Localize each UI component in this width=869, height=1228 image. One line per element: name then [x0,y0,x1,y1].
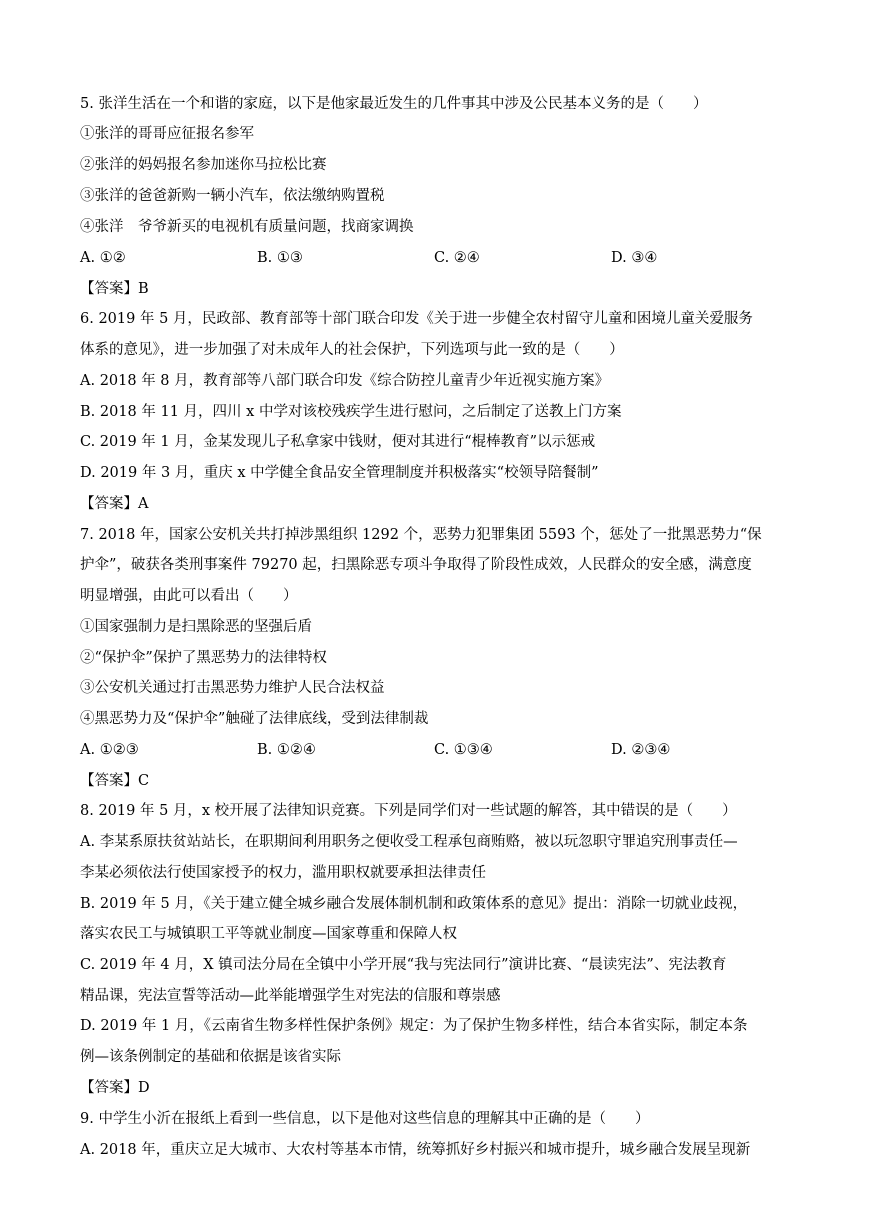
question-8-line-7: D. 2019 年 1 月，《云南省生物多样性保护条例》规定：为了保护生物多样性，结合本省实际，制定本条 [80,1018,748,1034]
question-5-answer: 【答案】B [80,281,149,297]
question-7-stem-line-2: 护伞”，破获各类刑事案件 79270 起，扫黑除恶专项斗争取得了阶段性成效，人民群众的安全感，满意度 [80,557,752,573]
question-6-answer: 【答案】A [80,496,149,512]
question-8-answer: 【答案】D [80,1080,150,1096]
option-d: D. ③④ [611,250,658,266]
question-6-option-d: D. 2019 年 3 月，重庆 x 中学健全食品安全管理制度并积极落实“校领导陪餐制” [80,465,599,481]
question-5-item-3: ③张洋的爸爸新购一辆小汽车，依法缴纳购置税 [80,188,385,204]
question-8-line-5: C. 2019 年 4 月，X 镇司法分局在全镇中小学开展“我与宪法同行”演讲比赛、“晨读宪法”、宪法教育 [80,957,727,973]
option-a: A. ①②③ [80,742,139,758]
question-7-item-3: ③公安机关通过打击黑恶势力维护人民合法权益 [80,680,385,696]
question-7-item-4: ④黑恶势力及“保护伞”触碰了法律底线，受到法律制裁 [80,711,429,727]
option-a: A. ①② [80,250,126,266]
option-b: B. ①③ [257,250,303,266]
option-b: B. ①②④ [257,742,316,758]
question-6-option-a: A. 2018 年 8 月，教育部等八部门联合印发《综合防控儿童青少年近视实施方案》 [80,373,610,389]
question-6-option-b: B. 2018 年 11 月，四川 x 中学对该校残疾学生进行慰问，之后制定了送教上门方案 [80,404,622,420]
question-6-option-c: C. 2019 年 1 月，金某发现儿子私拿家中钱财，便对其进行“棍棒教育”以示惩戒 [80,434,596,450]
option-c: C. ①③④ [434,742,493,758]
question-8-stem: 8. 2019 年 5 月，x 校开展了法律知识竞赛。下列是同学们对一些试题的解答，其中错误的是（ ） [80,803,737,819]
question-8-line-8: 例—该条例制定的基础和依据是该省实际 [80,1049,341,1065]
question-5-item-2: ②张洋的妈妈报名参加迷你马拉松比赛 [80,157,327,173]
question-8-line-1: A. 李某系原扶贫站站长，在职期间利用职务之便收受工程承包商贿赂，被以玩忽职守罪追究刑事责任— [80,834,738,850]
question-8-line-6: 精品课，宪法宣誓等活动—此举能增强学生对宪法的信服和尊崇感 [80,988,501,1004]
option-d: D. ②③④ [611,742,671,758]
question-8-line-4: 落实农民工与城镇职工平等就业制度—国家尊重和保障人权 [80,926,457,942]
question-9-stem: 9. 中学生小沂在报纸上看到一些信息，以下是他对这些信息的理解其中正确的是（ ） [80,1111,650,1127]
question-6-stem-line-1: 6. 2019 年 5 月，民政部、教育部等十部门联合印发《关于进一步健全农村留守儿童和困境儿童关爱服务 [80,311,753,327]
question-8-line-2: 李某必须依法行使国家授予的权力，滥用职权就要承担法律责任 [80,865,486,881]
question-7-options [80,740,795,760]
question-6-stem-line-2: 体系的意见》，进一步加强了对未成年人的社会保护，下列选项与此一致的是（ ） [80,342,624,358]
question-5-stem: 5. 张洋生活在一个和谐的家庭，以下是他家最近发生的几件事其中涉及公民基本义务的是（ ） [80,96,708,112]
question-9-option-a: A. 2018 年，重庆立足大城市、大农村等基本市情，统筹抓好乡村振兴和城市提升，城乡融合发展呈现新 [80,1142,751,1158]
question-5-options [80,248,795,268]
question-5-item-1: ①张洋的哥哥应征报名参军 [80,126,254,142]
option-c: C. ②④ [434,250,480,266]
question-7-item-2: ②“保护伞”保护了黑恶势力的法律特权 [80,650,327,666]
question-7-stem-line-1: 7. 2018 年，国家公安机关共打掉涉黑组织 1292 个，恶势力犯罪集团 5593 个，惩处了一批黑恶势力“保 [80,527,762,543]
question-8-line-3: B. 2019 年 5 月，《关于建立健全城乡融合发展体制机制和政策体系的意见》提出：消除一切就业歧视， [80,896,748,912]
question-7-item-1: ①国家强制力是扫黑除恶的坚强后盾 [80,619,312,635]
question-7-answer: 【答案】C [80,773,150,789]
question-5-item-4: ④张洋 爷爷新买的电视机有质量问题，找商家调换 [80,219,414,235]
question-7-stem-line-3: 明显增强，由此可以看出（ ） [80,588,298,604]
